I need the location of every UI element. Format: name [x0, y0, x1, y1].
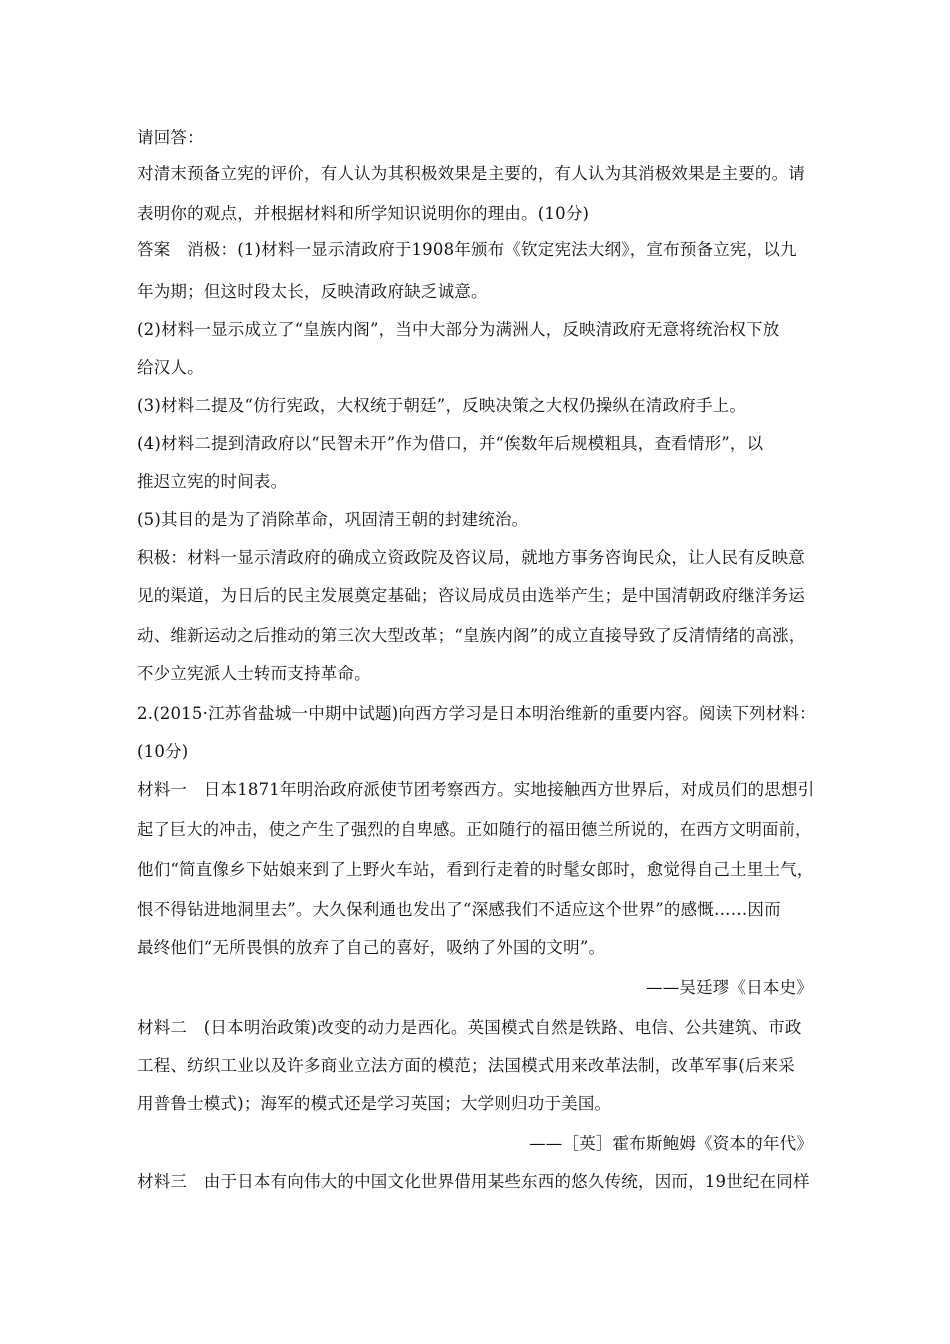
citation-line: ——［英］霍布斯鲍姆《资本的年代》 [529, 1134, 813, 1153]
answer-line: 不少立宪派人士转而支持革命。 [137, 664, 371, 683]
question-line: 表明你的观点，并根据材料和所学知识说明你的理由。(10分) [137, 204, 590, 223]
material-line: 工程、纺织工业以及许多商业立法方面的模范；法国模式用来改革法制，改革军事(后来采 [137, 1056, 795, 1075]
question-2-line: 2.(2015·江苏省盐城一中期中试题)向西方学习是日本明治维新的重要内容。阅读下列材料： [137, 704, 816, 723]
material-line: 材料一 日本1871年明治政府派使节团考察西方。实地接触西方世界后，对成员们的思想引 [137, 780, 815, 799]
material-line: 材料二 (日本明治政策)改变的动力是西化。英国模式自然是铁路、电信、公共建筑、市政 [137, 1018, 802, 1037]
answer-line: 动、维新运动之后推动的第三次大型改革；“皇族内阁”的成立直接导致了反清情绪的高涨， [137, 626, 806, 645]
answer-line: (4)材料二提到清政府以“民智未开”作为借口，并“俟数年后规模粗具，查看情形”，以 [137, 434, 764, 453]
answer-line: 给汉人。 [137, 358, 204, 377]
answer-line: 积极：材料一显示清政府的确成立资政院及咨议局，就地方事务咨询民众，让人民有反映意 [137, 548, 805, 567]
prompt-line: 请回答： [137, 128, 204, 147]
answer-line: (2)材料一显示成立了“皇族内阁”，当中大部分为满洲人，反映清政府无意将统治权下放 [137, 320, 780, 339]
material-line: 材料三 由于日本有向伟大的中国文化世界借用某些东西的悠久传统，因而，19世纪在同样 [137, 1172, 810, 1191]
answer-line: 见的渠道，为日后的民主发展奠定基础；咨议局成员由选举产生；是中国清朝政府继洋务运 [137, 586, 805, 605]
citation-line: ——吴廷璆《日本史》 [646, 978, 813, 997]
answer-line: 年为期；但这时段太长，反映清政府缺乏诚意。 [137, 282, 488, 301]
question-line: 对清末预备立宪的评价，有人认为其积极效果是主要的，有人认为其消极效果是主要的。请 [137, 164, 805, 183]
question-2-line: (10分) [137, 742, 189, 761]
material-line: 他们“简直像乡下姑娘来到了上野火车站，看到行走着的时髦女郎时，愈觉得自己土里土气， [137, 860, 814, 879]
material-line: 起了巨大的冲击，使之产生了强烈的自卑感。正如随行的福田德兰所说的，在西方文明面前， [137, 820, 812, 839]
answer-line: 答案 消极：(1)材料一显示清政府于1908年颁布《钦定宪法大纲》，宣布预备立宪，以九 [137, 240, 797, 259]
answer-line: (5)其目的是为了消除革命，巩固清王朝的封建统治。 [137, 510, 529, 529]
answer-line: 推迟立宪的时间表。 [137, 472, 288, 491]
material-line: 恨不得钻进地洞里去”。大久保利通也发出了“深感我们不适应这个世界”的感慨……因而 [137, 900, 781, 919]
answer-line: (3)材料二提及“仿行宪政，大权统于朝廷”，反映决策之大权仍操纵在清政府手上。 [137, 396, 747, 415]
material-line: 用普鲁士模式)；海军的模式还是学习英国；大学则归功于美国。 [137, 1094, 612, 1113]
material-line: 最终他们“无所畏惧的放弃了自己的喜好，吸纳了外国的文明”。 [137, 938, 606, 957]
